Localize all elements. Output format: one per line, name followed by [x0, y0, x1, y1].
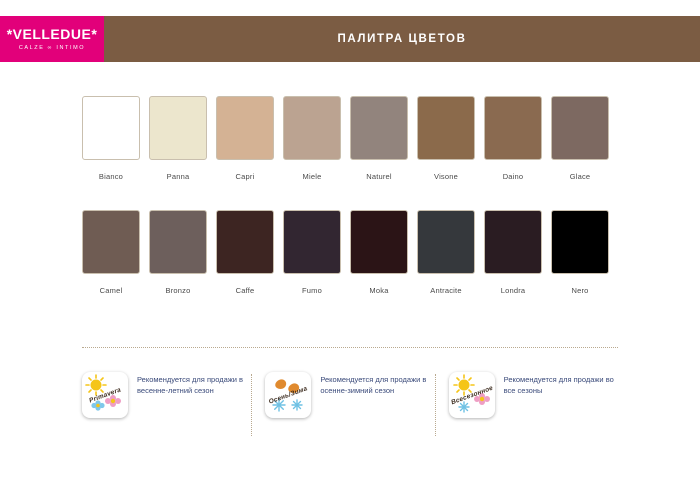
swatch-label: Fumo [302, 286, 322, 295]
color-swatch[interactable] [484, 96, 542, 181]
swatch-label: Moka [369, 286, 389, 295]
brand-logo-name: *VELLEDUE* [6, 26, 98, 42]
swatch-label: Nero [571, 286, 589, 295]
swatch-chip-bianco[interactable] [82, 96, 140, 160]
color-swatch[interactable] [82, 210, 140, 295]
swatch-chip-fumo[interactable] [283, 210, 341, 274]
color-swatch[interactable] [417, 210, 475, 295]
badge-label: Всесезонное [449, 384, 494, 406]
color-swatch[interactable] [350, 210, 408, 295]
swatch-chip-miele[interactable] [283, 96, 341, 160]
swatch-label: Visone [434, 172, 458, 181]
swatch-label: Miele [302, 172, 322, 181]
swatch-label: Panna [166, 172, 190, 181]
legend-divider [435, 374, 436, 436]
swatch-label: Bronzo [165, 286, 191, 295]
brand-logo-tagline: CALZE ∞ INTIMO [18, 45, 86, 51]
legend-item-autumn-winter [251, 372, 434, 418]
color-swatch[interactable] [350, 96, 408, 181]
swatch-chip-glace[interactable] [551, 96, 609, 160]
page-title: ПАЛИТРА ЦВЕТОВ [337, 33, 467, 45]
color-swatch[interactable] [82, 96, 140, 181]
color-swatch[interactable] [283, 210, 341, 295]
swatch-label: Daino [502, 172, 524, 181]
swatch-label: Caffe [235, 286, 255, 295]
swatch-chip-daino[interactable] [484, 96, 542, 160]
swatch-chip-naturel[interactable] [350, 96, 408, 160]
swatch-row [82, 210, 618, 295]
swatch-label: Capri [235, 172, 255, 181]
swatch-row [82, 96, 618, 181]
swatch-chip-londra[interactable] [484, 210, 542, 274]
swatch-label: Glace [569, 172, 591, 181]
section-divider [82, 347, 618, 348]
swatch-label: Camel [99, 286, 123, 295]
color-palette-row-1 [82, 96, 618, 181]
legend-item-all-seasons [435, 372, 618, 418]
legend-description: Рекомендуется для продажи в весенне-летний сезон [137, 375, 244, 395]
color-swatch[interactable] [283, 96, 341, 181]
legend-divider [251, 374, 252, 436]
swatch-chip-panna[interactable] [149, 96, 207, 160]
swatch-chip-camel[interactable] [82, 210, 140, 274]
badge-label: Осень/Зима [268, 384, 309, 406]
badge-label: Primavera [88, 386, 122, 404]
page-title-bar [104, 16, 700, 62]
color-palette-row-2 [82, 210, 618, 295]
swatch-chip-moka[interactable] [350, 210, 408, 274]
swatch-label: Bianco [98, 172, 124, 181]
color-swatch[interactable] [216, 210, 274, 295]
legend-description: Рекомендуется для продажи в осенне-зимний сезон [320, 375, 427, 395]
color-swatch[interactable] [149, 210, 207, 295]
swatch-chip-capri[interactable] [216, 96, 274, 160]
swatch-label: Londra [500, 286, 526, 295]
spring-summer-badge-icon [82, 372, 128, 418]
swatch-chip-antracite[interactable] [417, 210, 475, 274]
autumn-winter-badge-icon [265, 372, 311, 418]
swatch-chip-bronzo[interactable] [149, 210, 207, 274]
swatch-label: Naturel [366, 172, 392, 181]
all-seasons-badge-icon [449, 372, 495, 418]
color-swatch[interactable] [484, 210, 542, 295]
color-swatch[interactable] [417, 96, 475, 181]
page-header [0, 16, 700, 62]
color-swatch[interactable] [551, 210, 609, 295]
color-swatch[interactable] [216, 96, 274, 181]
season-legend [82, 372, 618, 418]
color-swatch[interactable] [551, 96, 609, 181]
brand-logo [0, 16, 104, 62]
swatch-chip-nero[interactable] [551, 210, 609, 274]
legend-description: Рекомендуется для продажи во все сезоны [503, 375, 614, 395]
swatch-chip-caffe[interactable] [216, 210, 274, 274]
swatch-chip-visone[interactable] [417, 96, 475, 160]
swatch-label: Antracite [430, 286, 462, 295]
color-swatch[interactable] [149, 96, 207, 181]
legend-item-spring-summer [82, 372, 251, 418]
